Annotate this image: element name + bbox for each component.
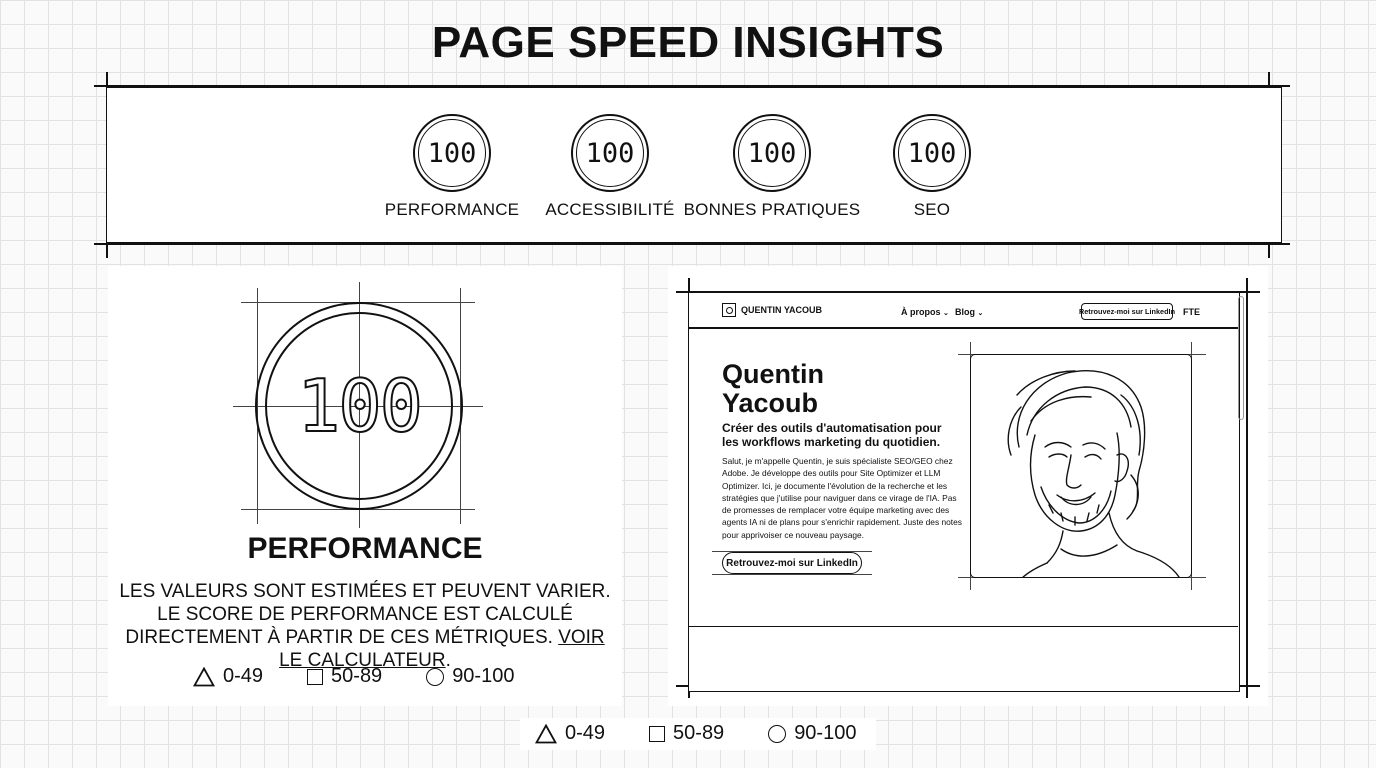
nav-divider (688, 327, 1238, 329)
portrait-sketch-icon (971, 355, 1192, 578)
square-icon (307, 669, 323, 685)
performance-gauge (255, 302, 463, 510)
nav-about[interactable]: À propos ⌄ (901, 307, 949, 317)
score-label-performance: PERFORMANCE (384, 200, 520, 219)
bottom-score-legend (535, 722, 856, 745)
legend-pass: 90-100 (426, 665, 514, 688)
legend-fail: 0-49 (535, 722, 605, 745)
triangle-icon (193, 667, 215, 687)
scrollbar[interactable] (1238, 296, 1244, 420)
sketch-line (1246, 278, 1248, 698)
nav-blog[interactable]: Blog ⌄ (955, 307, 984, 317)
score-value: 100 (576, 119, 644, 187)
score-label-accessibility: ACCESSIBILITÉ (545, 200, 675, 219)
triangle-icon (535, 724, 557, 744)
sketch-guide (712, 574, 872, 575)
section-divider (688, 626, 1238, 627)
legend-average: 50-89 (307, 665, 382, 688)
hero-subtitle: Créer des outils d'automatisation pour les workflows marketing du quotidien. (722, 421, 942, 449)
logo-icon (722, 303, 736, 317)
circle-icon (426, 668, 444, 686)
chevron-down-icon: ⌄ (977, 310, 984, 317)
performance-description-text: LES VALEURS SONT ESTIMÉES ET PEUVENT VARIER. LE SCORE DE PERFORMANCE EST CALCULÉ DIRECTEMENT À PARTIR DE CES MÉTRIQUES. (119, 581, 611, 648)
legend-fail: 0-49 (193, 665, 263, 688)
performance-score: 100 (296, 364, 422, 448)
chevron-down-icon: ⌄ (943, 310, 949, 317)
language-switch[interactable]: FTE (1183, 307, 1200, 317)
score-value: 100 (738, 119, 806, 187)
score-value: 100 (418, 119, 486, 187)
performance-heading: PERFORMANCE (247, 532, 483, 565)
circle-icon (768, 725, 786, 743)
scores-panel (106, 86, 1282, 244)
score-value: 100 (898, 119, 966, 187)
score-gauge-seo[interactable] (893, 114, 971, 192)
legend-pass: 90-100 (768, 722, 856, 745)
score-gauge-performance[interactable] (413, 114, 491, 192)
performance-description: LES VALEURS SONT ESTIMÉES ET PEUVENT VARIER. LE SCORE DE PERFORMANCE EST CALCULÉ DIRECTEMENT À PARTIR DE CES MÉTRIQUES. VOIR LE CALCULATEUR. (119, 581, 611, 671)
square-icon (649, 726, 665, 742)
calculator-link[interactable]: VOIR LE CALCULATEUR (279, 627, 605, 671)
score-legend (193, 665, 514, 688)
nav-linkedin-button[interactable]: Retrouvez-moi sur LinkedIn (1081, 303, 1173, 320)
score-gauge-accessibility[interactable] (571, 114, 649, 192)
score-label-best-practices: BONNES PRATIQUES (683, 200, 861, 219)
score-gauge-best-practices[interactable] (733, 114, 811, 192)
score-label-seo: SEO (913, 200, 951, 219)
page-title: PAGE SPEED INSIGHTS (431, 18, 945, 67)
hero-linkedin-button[interactable]: Retrouvez-moi sur LinkedIn (722, 552, 862, 574)
hero-name: Quentin Yacoub (722, 359, 824, 418)
portrait-illustration (970, 354, 1192, 578)
legend-average: 50-89 (649, 722, 724, 745)
hero-body: Salut, je m'appelle Quentin, je suis spécialiste SEO/GEO chez Adobe. Je développe des outils pour Site Optimizer et LLM Optimizer. Ici, je documente l'évolution de la recherche et les stratégies que j'utilise pour naviguer dans ce virage de l'IA. Pas de promesses de remplacer votre équipe marketing avec des agents IA ni de plans pour s'enrichir rapidement. Juste des notes pour apprivoiser ce nouveau paysage. (722, 456, 962, 540)
site-brand[interactable]: QUENTIN YACOUB (722, 303, 822, 317)
